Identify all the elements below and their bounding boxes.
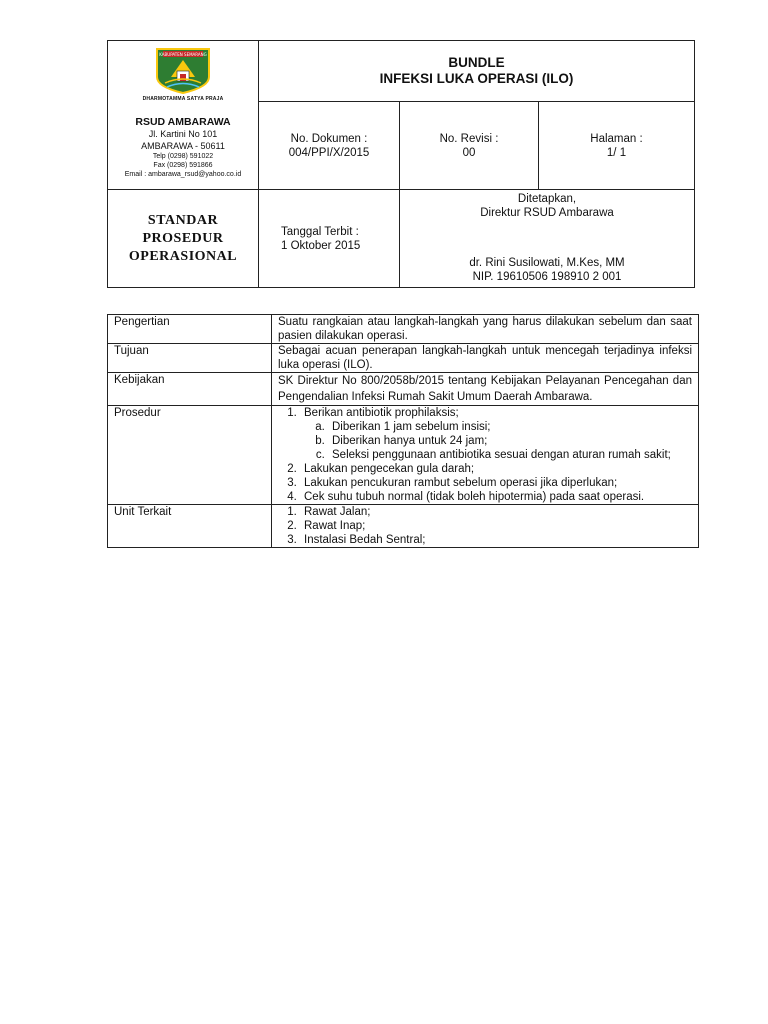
row-tujuan (108, 344, 699, 373)
fax: Fax (0298) 591866 (153, 162, 213, 169)
procedure-table (107, 314, 699, 548)
list-item: b. Diberikan hanya untuk 24 jam; (328, 434, 692, 448)
label-tujuan: Tujuan (108, 344, 272, 373)
list-item: 3. Lakukan pencukuran rambut sebelum operasi jika diperlukan; (300, 476, 692, 490)
issue-date: Tanggal Terbit : 1 Oktober 2015 (259, 190, 400, 288)
list-item: 2. Lakukan pengecekan gula darah; (300, 462, 692, 476)
label-kebijakan: Kebijakan (108, 373, 272, 406)
document-title: BUNDLE INFEKSI LUKA OPERASI (ILO) (259, 41, 695, 102)
label-pengertian: Pengertian (108, 315, 272, 344)
label-unit-terkait: Unit Terkait (108, 505, 272, 548)
logo-motto: DHARMOTAMMA SATYA PRAJA (142, 96, 224, 102)
kabupaten-semarang-logo (153, 47, 213, 95)
text-pengertian: Suatu rangkaian atau langkah-langkah yang harus dilakukan sebelum dan saat pasien dilakukan operasi. (272, 315, 699, 344)
list-item: 1. Berikan antibiotik prophilaksis; a. Diberikan 1 jam sebelum insisi; b. Diberikan hanya untuk 24 jam; c. Seleksi penggunaan antibiotika sesuai dengan aturan rumah sakit; (300, 406, 692, 462)
approval-block: Ditetapkan, Direktur RSUD Ambarawa dr. Rini Susilowati, M.Kes, MM NIP. 19610506 198910 2 001 (400, 190, 695, 288)
document-number: No. Dokumen : 004/PPI/X/2015 (259, 102, 400, 190)
list-item: 4. Cek suhu tubuh normal (tidak boleh hipotermia) pada saat operasi. (300, 490, 692, 504)
list-item: a. Diberikan 1 jam sebelum insisi; (328, 420, 692, 434)
page-number: Halaman : 1/ 1 (539, 102, 695, 190)
sub-list (304, 420, 692, 462)
address-street: Jl. Kartini No 101 (148, 129, 218, 139)
unit-terkait-list-cell (272, 505, 699, 548)
email: Email : ambarawa_rsud@yahoo.co.id (124, 171, 242, 178)
row-pengertian (108, 315, 699, 344)
spo-title: STANDAR PROSEDUR OPERASIONAL (108, 190, 259, 288)
telephone: Telp (0298) 591022 (152, 153, 214, 160)
director-name: dr. Rini Susilowati, M.Kes, MM (469, 257, 625, 269)
hospital-name: RSUD AMBARAWA (135, 116, 231, 128)
director-nip: NIP. 19610506 198910 2 001 (472, 271, 622, 283)
text-kebijakan: SK Direktur No 800/2058b/2015 tentang Kebijakan Pelayanan Pencegahan dan Pengendalian Infeksi Rumah Sakit Umum Daerah Ambarawa. (272, 373, 699, 406)
row-kebijakan (108, 373, 699, 406)
list-item: 2. Rawat Inap; (300, 519, 692, 533)
list-item: c. Seleksi penggunaan antibiotika sesuai dengan aturan rumah sakit; (328, 448, 692, 462)
svg-text:KABUPATEN SEMARANG: KABUPATEN SEMARANG (159, 52, 207, 57)
prosedur-list (278, 406, 692, 504)
list-item: 3. Instalasi Bedah Sentral; (300, 533, 692, 547)
row-prosedur (108, 406, 699, 505)
prosedur-steps (272, 406, 699, 505)
address-city: AMBARAWA - 50611 (141, 141, 225, 151)
unit-list (278, 505, 692, 547)
document-header (107, 40, 695, 288)
list-item: 1. Rawat Jalan; (300, 505, 692, 519)
row-unit-terkait (108, 505, 699, 548)
label-prosedur: Prosedur (108, 406, 272, 505)
revision-number: No. Revisi : 00 (400, 102, 539, 190)
text-tujuan: Sebagai acuan penerapan langkah-langkah untuk mencegah terjadinya infeksi luka operasi (ILO). (272, 344, 699, 373)
hospital-identity-cell (108, 41, 259, 190)
